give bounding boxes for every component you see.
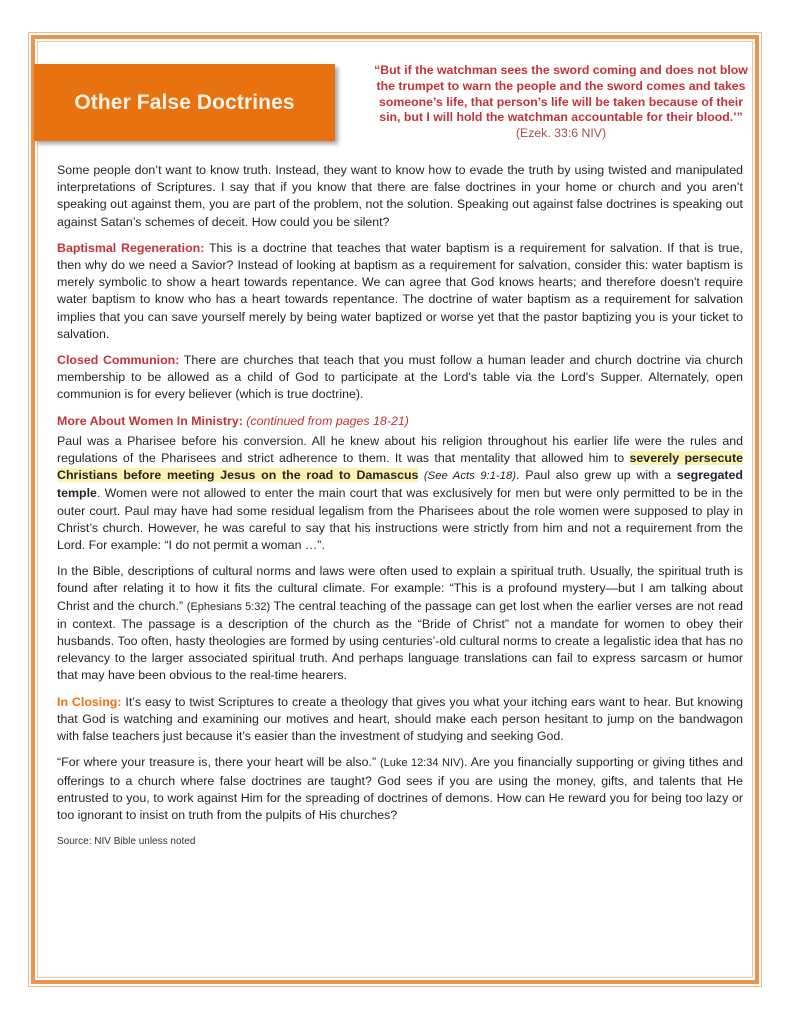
header-quote: [372, 63, 750, 142]
women-paragraph-1: [57, 433, 743, 554]
communion-heading: Closed Communion:: [57, 353, 180, 368]
women-continued-note: (continued from pages 18-21): [242, 413, 409, 428]
intro-paragraph: Some people don’t want to know truth. Instead, they want to know how to evade the truth by using twisted and manipulated interpretations of Scriptures. I say that if you know that there are false doctrines in your home or church and you aren’t speaking out against them, you are part of the problem, not the solution. Speaking out against false doctrines is speaking out against Satan’s schemes of deceit. How could you be silent?: [57, 163, 743, 229]
closing-section: [57, 694, 743, 746]
closing-text: It’s easy to twist Scriptures to create a theology that gives you what your itching ears want to hear. But knowing that God is watching and examining our motives and heart, should make each person hesitant to jump on the bandwagon with false teachers just because it’s easier than the investment of studying and seeking God.: [57, 694, 743, 744]
ephesians-reference: (Ephesians 5:32): [186, 600, 271, 613]
women-p2-text-a: In the Bible, descriptions of cultural norms and laws were often used to explain a spiritual truth. Usually, the spiritual truth is found after relating it to how it fits the cultural climate. For example: “This is a profound mystery—but I am talking about Christ and the church.”: [57, 564, 743, 613]
baptismal-section: [57, 240, 743, 343]
quote-text: “But if the watchman sees the sword coming and does not blow the trumpet to warn the people and the sword comes and takes someone’s life, that person’s life will be taken because of their sin, but I will hold the watchman accountable for their blood.’”: [374, 63, 748, 125]
article-body: [57, 162, 743, 850]
women-p2-text-b: The central teaching of the passage can get lost when the earlier verses are not read in context. The passage is a description of the church as the “Bride of Christ” not a mandate for women to obey their husbands. Too often, hasty theologies are formed by using centuries’-old cultural norms to create a legalistic idea that has no relevancy to the larger associated spiritual truth. And perhaps language translations can fail to express sarcasm or humor that may have been obvious to the real-time hearers.: [57, 598, 743, 683]
communion-section: [57, 352, 743, 404]
closing-heading: In Closing:: [57, 694, 122, 709]
women-p1-text-a: Paul was a Pharisee before his conversion. All he knew about his religion throughout his earlier life were the rules and regulations of the Pharisees and strict adherence to them. It was that mentality that allowed him to: [57, 433, 743, 466]
treasure-quote: “For where your treasure is, there your heart will be also.”: [57, 755, 380, 770]
source-note: Source: NIV Bible unless noted: [57, 836, 196, 848]
women-paragraph-2: [57, 563, 743, 684]
women-p1-text-c: . Women were not allowed to enter the main court that was exclusively for men but were only permitted to be in the outer court. Paul may have had some residual legalism from the Pharisees about the role women were supposed to play in Christ’s church. However, he was careful to say that his instructions were strictly from him and not a requirement from the Lord. For example: “I do not permit a woman …”.: [57, 486, 743, 553]
title-banner: [34, 64, 335, 141]
treasure-text: . Are you financially supporting or giving tithes and offerings to a church where false doctrines are taught? God sees if you are using the money, gifts, and talents that He entrusted to you, to work against Him for the spreading of doctrines of demons. How can He reward you for being too lazy or too ignorant to insist on truth from the pulpits of His churches?: [57, 755, 744, 822]
baptismal-text: This is a doctrine that teaches that water baptism is a requirement for salvation. If that is true, then why do we need a Savior? Instead of looking at baptism as a requirement for salvation, consider this: water baptism is merely symbolic to show a heart towards repentance. We can agree that God knows hearts; and therefore doesn't require water baptism to know who has a heart towards repentance. The doctrine of water baptism as a requirement for salvation implies that you can save yourself merely by being water baptized or worse yet that the pastor baptizing you is your ticket to salvation.: [57, 240, 743, 341]
page-title: Other False Doctrines: [74, 90, 295, 114]
women-p1-text-b: . Paul also grew up with a: [516, 468, 677, 483]
segregated-temple-bold: segregated temple: [57, 468, 743, 501]
baptismal-heading: Baptismal Regeneration:: [57, 240, 205, 255]
women-heading-line: [57, 413, 743, 430]
treasure-paragraph: [57, 754, 743, 824]
luke-reference: (Luke 12:34 NIV): [379, 757, 464, 770]
communion-text: There are churches that teach that you must follow a human leader and church doctrine via church membership to be allowed as a child of God to participate at the Lord's table via the Lord's Supper. Alternately, open communion is for every believer (which is true doctrine).: [57, 353, 743, 402]
highlighted-text: severely persecute Christians before meeting Jesus on the road to Damascus: [57, 451, 743, 483]
acts-reference: (See Acts 9:1-18): [418, 470, 517, 483]
quote-reference: (Ezek. 33:6 NIV): [515, 126, 607, 141]
women-heading: More About Women In Ministry:: [57, 413, 243, 428]
